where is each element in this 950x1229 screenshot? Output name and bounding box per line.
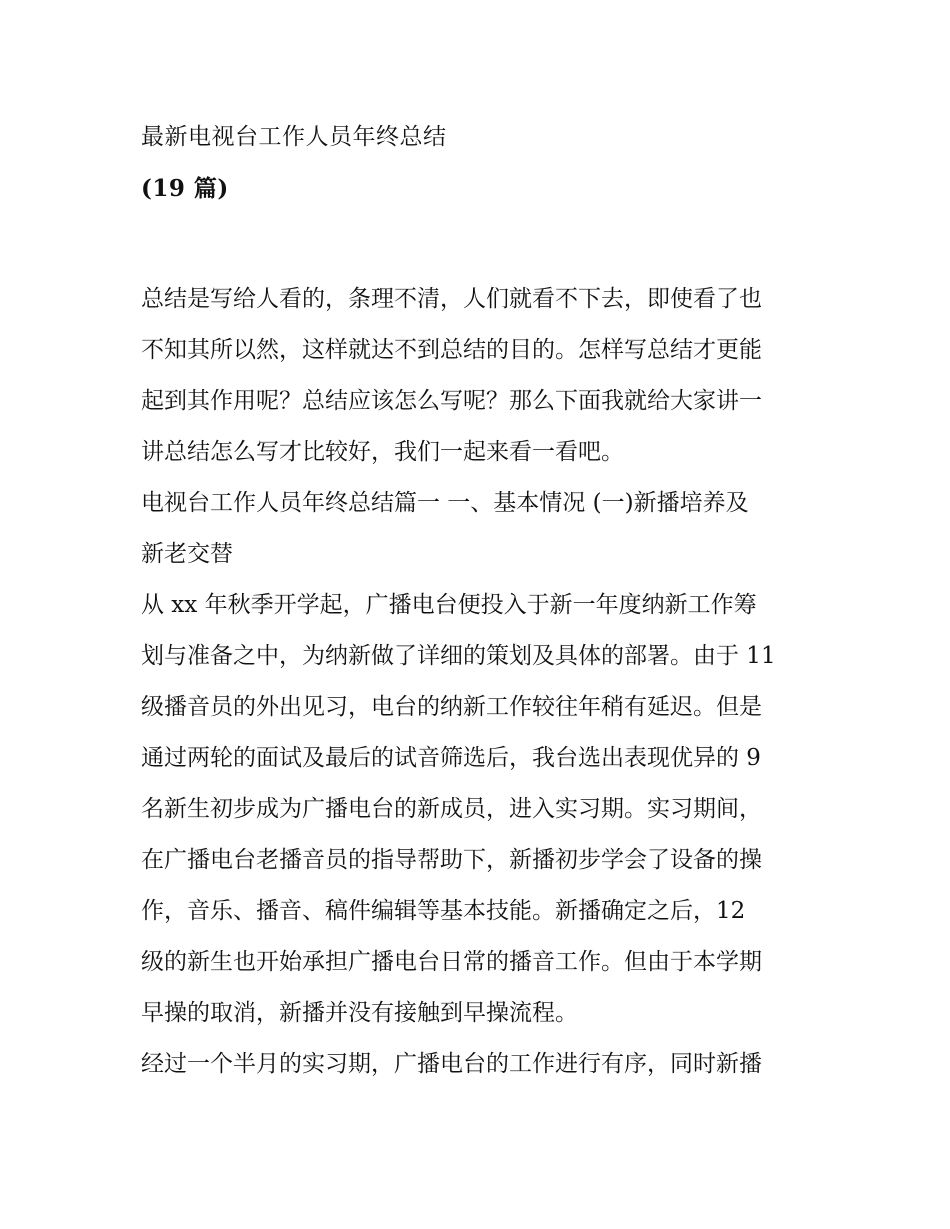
document-title (141, 112, 821, 214)
body-line: 总结是写给人看的，条理不清，人们就看不下去，即使看了也 (141, 286, 762, 312)
section-heading-line: 电视台工作人员年终总结篇一 一、基本情况 (一)新播培养及 (141, 490, 749, 516)
body-line: 从 xx 年秋季开学起，广播电台便投入于新一年度纳新工作筹 (141, 592, 757, 618)
body-line: 级播音员的外出见习，电台的纳新工作较往年稍有延迟。但是 (141, 694, 762, 720)
section-heading-line: 新老交替 (141, 541, 233, 567)
body-line: 经过一个半月的实习期，广播电台的工作进行有序，同时新播 (141, 1051, 762, 1077)
body-line: 在广播电台老播音员的指导帮助下，新播初步学会了设备的操 (141, 847, 762, 873)
body-line: 名新生初步成为广播电台的新成员，进入实习期。实习期间， (141, 796, 762, 822)
body-line: 不知其所以然，这样就达不到总结的目的。怎样写总结才更能 (141, 337, 762, 363)
body-line: 早操的取消，新播并没有接触到早操流程。 (141, 1000, 578, 1026)
body-line: 讲总结怎么写才比较好，我们一起来看一看吧。 (141, 439, 624, 465)
body-line: 作，音乐、播音、稿件编辑等基本技能。新播确定之后，12 (141, 898, 746, 924)
body-line: 级的新生也开始承担广播电台日常的播音工作。但由于本学期 (141, 949, 762, 975)
title-line-2: (19 篇) (141, 175, 229, 202)
title-line-1: 最新电视台工作人员年终总结 (141, 124, 447, 150)
body-line: 起到其作用呢？总结应该怎么写呢？那么下面我就给大家讲一 (141, 388, 762, 414)
document-body (141, 274, 821, 1090)
body-line: 划与准备之中，为纳新做了详细的策划及具体的部署。由于 11 (141, 643, 776, 669)
body-line: 通过两轮的面试及最后的试音筛选后，我台选出表现优异的 9 (141, 745, 761, 771)
